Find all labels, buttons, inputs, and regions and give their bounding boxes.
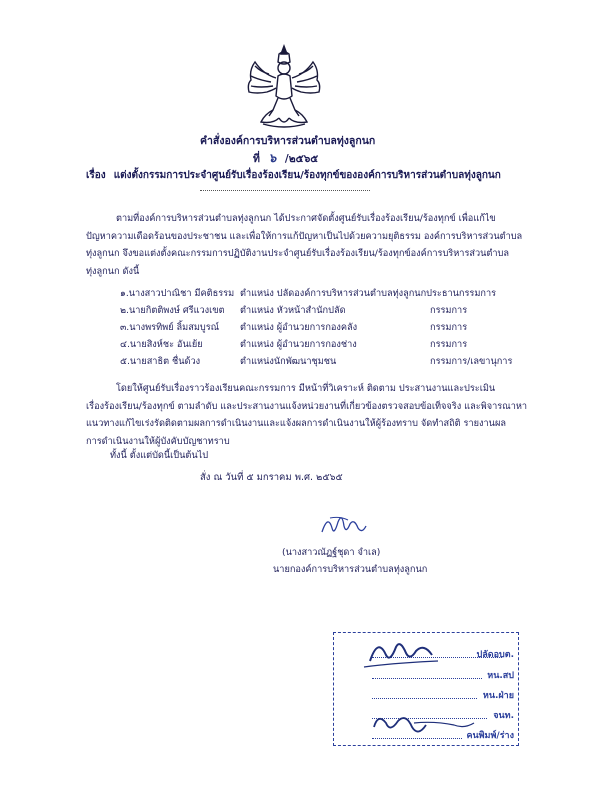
- member-role: กรรมการ: [430, 339, 468, 350]
- member-name: ๒.นายกิตติพงษ์ ศรีแวงเขต: [120, 305, 225, 316]
- member-position: ตำแหน่ง หัวหน้าสำนักปลัด: [240, 305, 346, 316]
- committee-list: [120, 286, 540, 371]
- committee-row: [120, 337, 540, 354]
- paragraph-intro: [86, 210, 526, 280]
- member-name: ๔.นายสิงห์ชะ อันเย้ย: [120, 339, 203, 350]
- dotted-separator: [200, 190, 370, 191]
- order-number: ๖: [268, 151, 277, 165]
- stamp-signatures-icon: [334, 633, 520, 747]
- paragraph-duties: [86, 380, 526, 450]
- member-position: ตำแหน่ง ผู้อำนวยการกองคลัง: [240, 322, 358, 333]
- member-position: ตำแหน่ง ปลัดองค์การบริหารส่วนตำบลทุ่งลูกนกประธานกรรมการ: [240, 288, 497, 299]
- member-name: ๑.นางสาวปาณิชา มีคติธรรม: [120, 288, 235, 299]
- paragraph-line: การดำเนินงานให้ผู้บังคับบัญชาทราบ: [86, 435, 230, 447]
- member-role: กรรมการ: [430, 322, 468, 333]
- member-name: ๕.นายสาธิต ชื่นด้วง: [120, 356, 201, 367]
- order-number-line: [253, 149, 318, 168]
- paragraph-line: โดยให้ศูนย์รับเรื่องราวร้องเรียนคณะกรรมการ มีหน้าที่วิเคราะห์ ติดตาม ประสานงานและประเมิน: [116, 383, 496, 394]
- order-title: คำสั่งองค์การบริหารส่วนตำบลทุ่งลูกนก: [200, 135, 376, 147]
- member-role: กรรมการ/เลขานุการ: [430, 356, 513, 367]
- committee-row: [120, 286, 540, 303]
- stamp-label-chief: ปลัดอบต.: [476, 650, 514, 660]
- paragraph-line: ตามที่องค์การบริหารส่วนตำบลทุ่งลูกนก ได้ประกาศจัดตั้งศูนย์รับเรื่องร้องเรียน/ร้องทุกข์ เพื่อแก้ไข: [116, 213, 496, 224]
- subject-text: แต่งตั้งกรรมการประจำศูนย์รับเรื่องร้องเรียน/ร้องทุกข์ขององค์การบริหารส่วนตำบลทุ่งลูกนก: [113, 170, 501, 181]
- committee-row: [120, 303, 540, 320]
- member-name: ๓.นางพรทิพย์ ลิ้มสมบูรณ์: [120, 322, 220, 333]
- stamp-label-division-head: หน.ฝ่าย: [482, 691, 514, 701]
- committee-row: [120, 320, 540, 337]
- member-position: ตำแหน่งนักพัฒนาชุมชน: [240, 356, 337, 367]
- subject-line: [86, 168, 501, 183]
- paragraph-line: ทุ่งลูกนก ดังนี้: [86, 265, 140, 277]
- signatory-name: (นางสาวณัฏฐ์ชุดา จำเล): [282, 547, 381, 558]
- member-position: ตำแหน่ง ผู้อำนวยการกองช่าง: [240, 339, 357, 350]
- signature-icon: [318, 510, 368, 540]
- member-role: กรรมการ: [430, 305, 468, 316]
- stamp-label-officer: จนท.: [493, 711, 514, 721]
- order-prefix: ที่: [253, 153, 260, 165]
- stamp-label-typist: คนพิมพ์/ร่าง: [466, 731, 514, 741]
- paragraph-line: ทุ่งลูกนก จึงขอแต่งตั้งคณะกรรมการปฏิบัติงานประจำศูนย์รับเรื่องร้องเรียน/ร้องทุกข์องค์การบริหารส่วนตำบล: [86, 248, 510, 259]
- routing-stamp: [333, 632, 519, 746]
- given-date: สั่ง ณ วันที่ ๕ มกราคม พ.ศ. ๒๕๖๕: [200, 472, 343, 483]
- subject-label: เรื่อง: [86, 170, 106, 181]
- stamp-label-section-head: หน.สป: [487, 671, 514, 681]
- garuda-emblem-icon: [243, 44, 325, 130]
- committee-row: [120, 354, 540, 371]
- signatory-position: นายกองค์การบริหารส่วนตำบลทุ่งลูกนก: [273, 564, 428, 575]
- paragraph-line: เรื่องร้องเรียน/ร้องทุกข์ ตามลำดับ และประสานงานแจ้งหน่วยงานที่เกี่ยวข้องตรวจสอบข้อเท็จจริง และพิจารณาหา: [86, 400, 528, 412]
- paragraph-line: แนวทางแก้ไขเร่งรัดติดตามผลการดำเนินงานและแจ้งผลการดำเนินงานให้ผู้ร้องทราบ จัดทำสถิติ รายงานผล: [86, 418, 506, 429]
- order-year: /๒๕๖๕: [284, 153, 319, 165]
- paragraph-effective: ทั้งนี้ ตั้งแต่บัดนี้เป็นต้นไป: [110, 450, 209, 461]
- paragraph-line: ปัญหาความเดือดร้อนของประชาชน และเพื่อให้การแก้ปัญหาเป็นไปด้วยความยุติธรรม องค์การบริหารส่วนตำบล: [86, 230, 523, 242]
